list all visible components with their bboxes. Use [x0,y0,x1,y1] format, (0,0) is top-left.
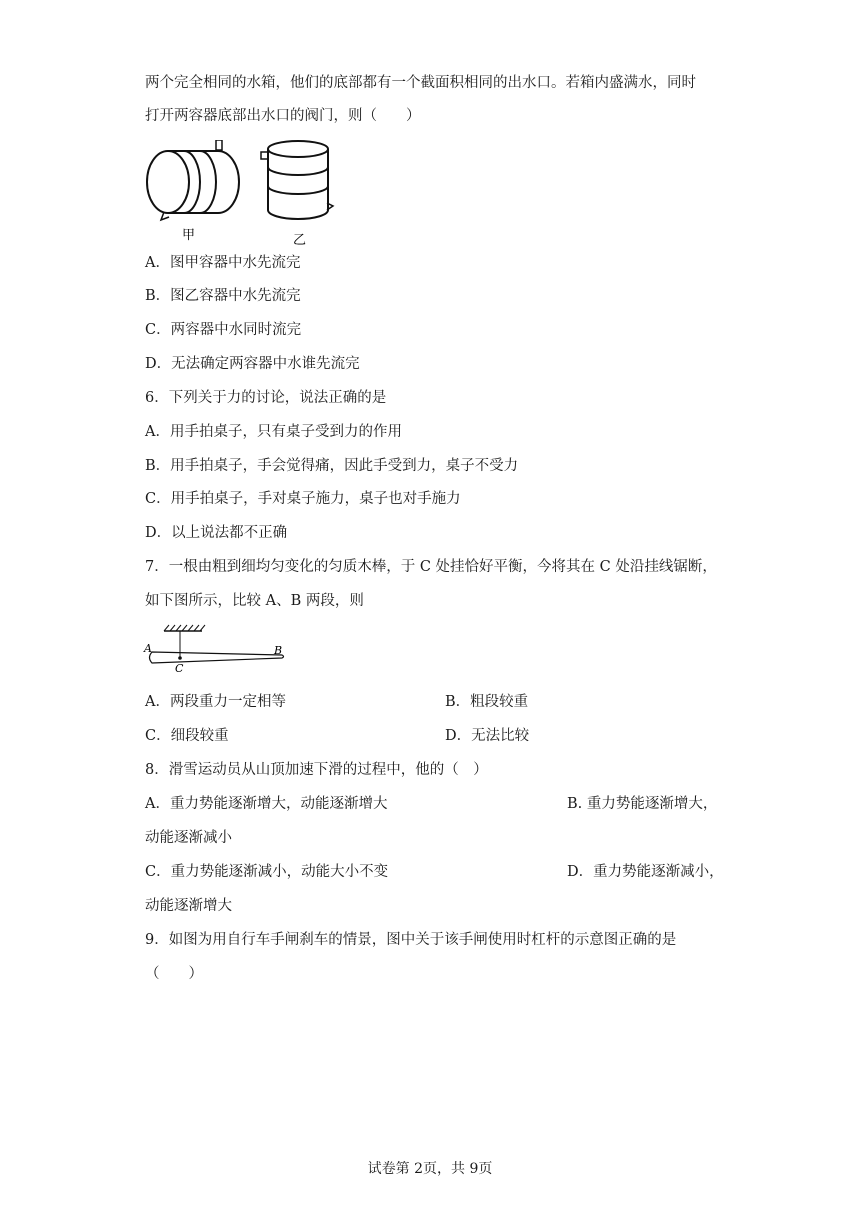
q7-option-b: B．粗段较重 [445,694,529,710]
q5-option-d: D．无法确定两容器中水谁先流完 [145,356,360,372]
ceiling-hatch [164,625,205,631]
q5-stem-line1: 两个完全相同的水箱，他们的底部都有一个截面积相同的出水口。若箱内盛满水，同时 [145,75,696,91]
q6-stem: 6．下列关于力的讨论，说法正确的是 [145,390,387,406]
q6-option-a: A．用手拍桌子，只有桌子受到力的作用 [145,424,402,440]
rod-label-b: B [274,644,283,657]
q5-option-a: A．图甲容器中水先流完 [145,255,301,271]
q8-option-a: A．重力势能逐渐增大，动能逐渐增大 [145,796,388,812]
water-tanks-figure [140,140,350,248]
q6-option-b: B．用手拍桌子，手会觉得痛，因此手受到力，桌子不受力 [145,458,519,474]
tank-jia-label: 甲 [182,228,196,243]
q6-option-d: D．以上说法都不正确 [145,525,288,541]
q7-stem-line2: 如下图所示，比较 A、B 两段，则 [145,593,364,609]
q5-option-b: B．图乙容器中水先流完 [145,288,301,304]
wooden-rod-figure [140,622,295,678]
rod [150,652,284,663]
rod-label-a: A [144,642,152,655]
q8-option-d: D．重力势能逐渐减小， [567,864,724,880]
q5-stem-line2: 打开两容器底部出水口的阀门，则（ ） [145,108,421,124]
q5-option-c: C．两容器中水同时流完 [145,322,302,338]
tank-yi-label: 乙 [293,233,307,248]
q9-stem-line2: （ ） [145,966,203,982]
q7-stem-line1: 7．一根由粗到细均匀变化的匀质木棒，于 C 处挂恰好平衡，今将其在 C 处沿挂线锯断， [145,559,717,575]
q9-stem-line1: 9．如图为用自行车手闸刹车的情景，图中关于该手闸使用时杠杆的示意图正确的是 [145,932,677,948]
tank-yi [261,141,333,219]
q8-option-b: B. 重力势能逐渐增大， [567,796,718,812]
q8-option-d-continued: 动能逐渐增大 [145,898,232,914]
q7-option-c: C．细段较重 [145,728,229,744]
rod-label-c: C [175,662,184,675]
tank-jia [147,140,239,220]
q6-option-c: C．用手拍桌子，手对桌子施力，桌子也对手施力 [145,491,461,507]
point-c [178,656,182,660]
q7-option-d: D．无法比较 [445,728,530,744]
q8-option-c: C．重力势能逐渐减小，动能大小不变 [145,864,389,880]
page-footer: 试卷第 2页，共 9页 [367,1161,493,1177]
q8-option-b-continued: 动能逐渐减小 [145,830,232,846]
q7-option-a: A．两段重力一定相等 [145,694,286,710]
q8-stem: 8．滑雪运动员从山顶加速下滑的过程中，他的（ ） [145,762,488,778]
